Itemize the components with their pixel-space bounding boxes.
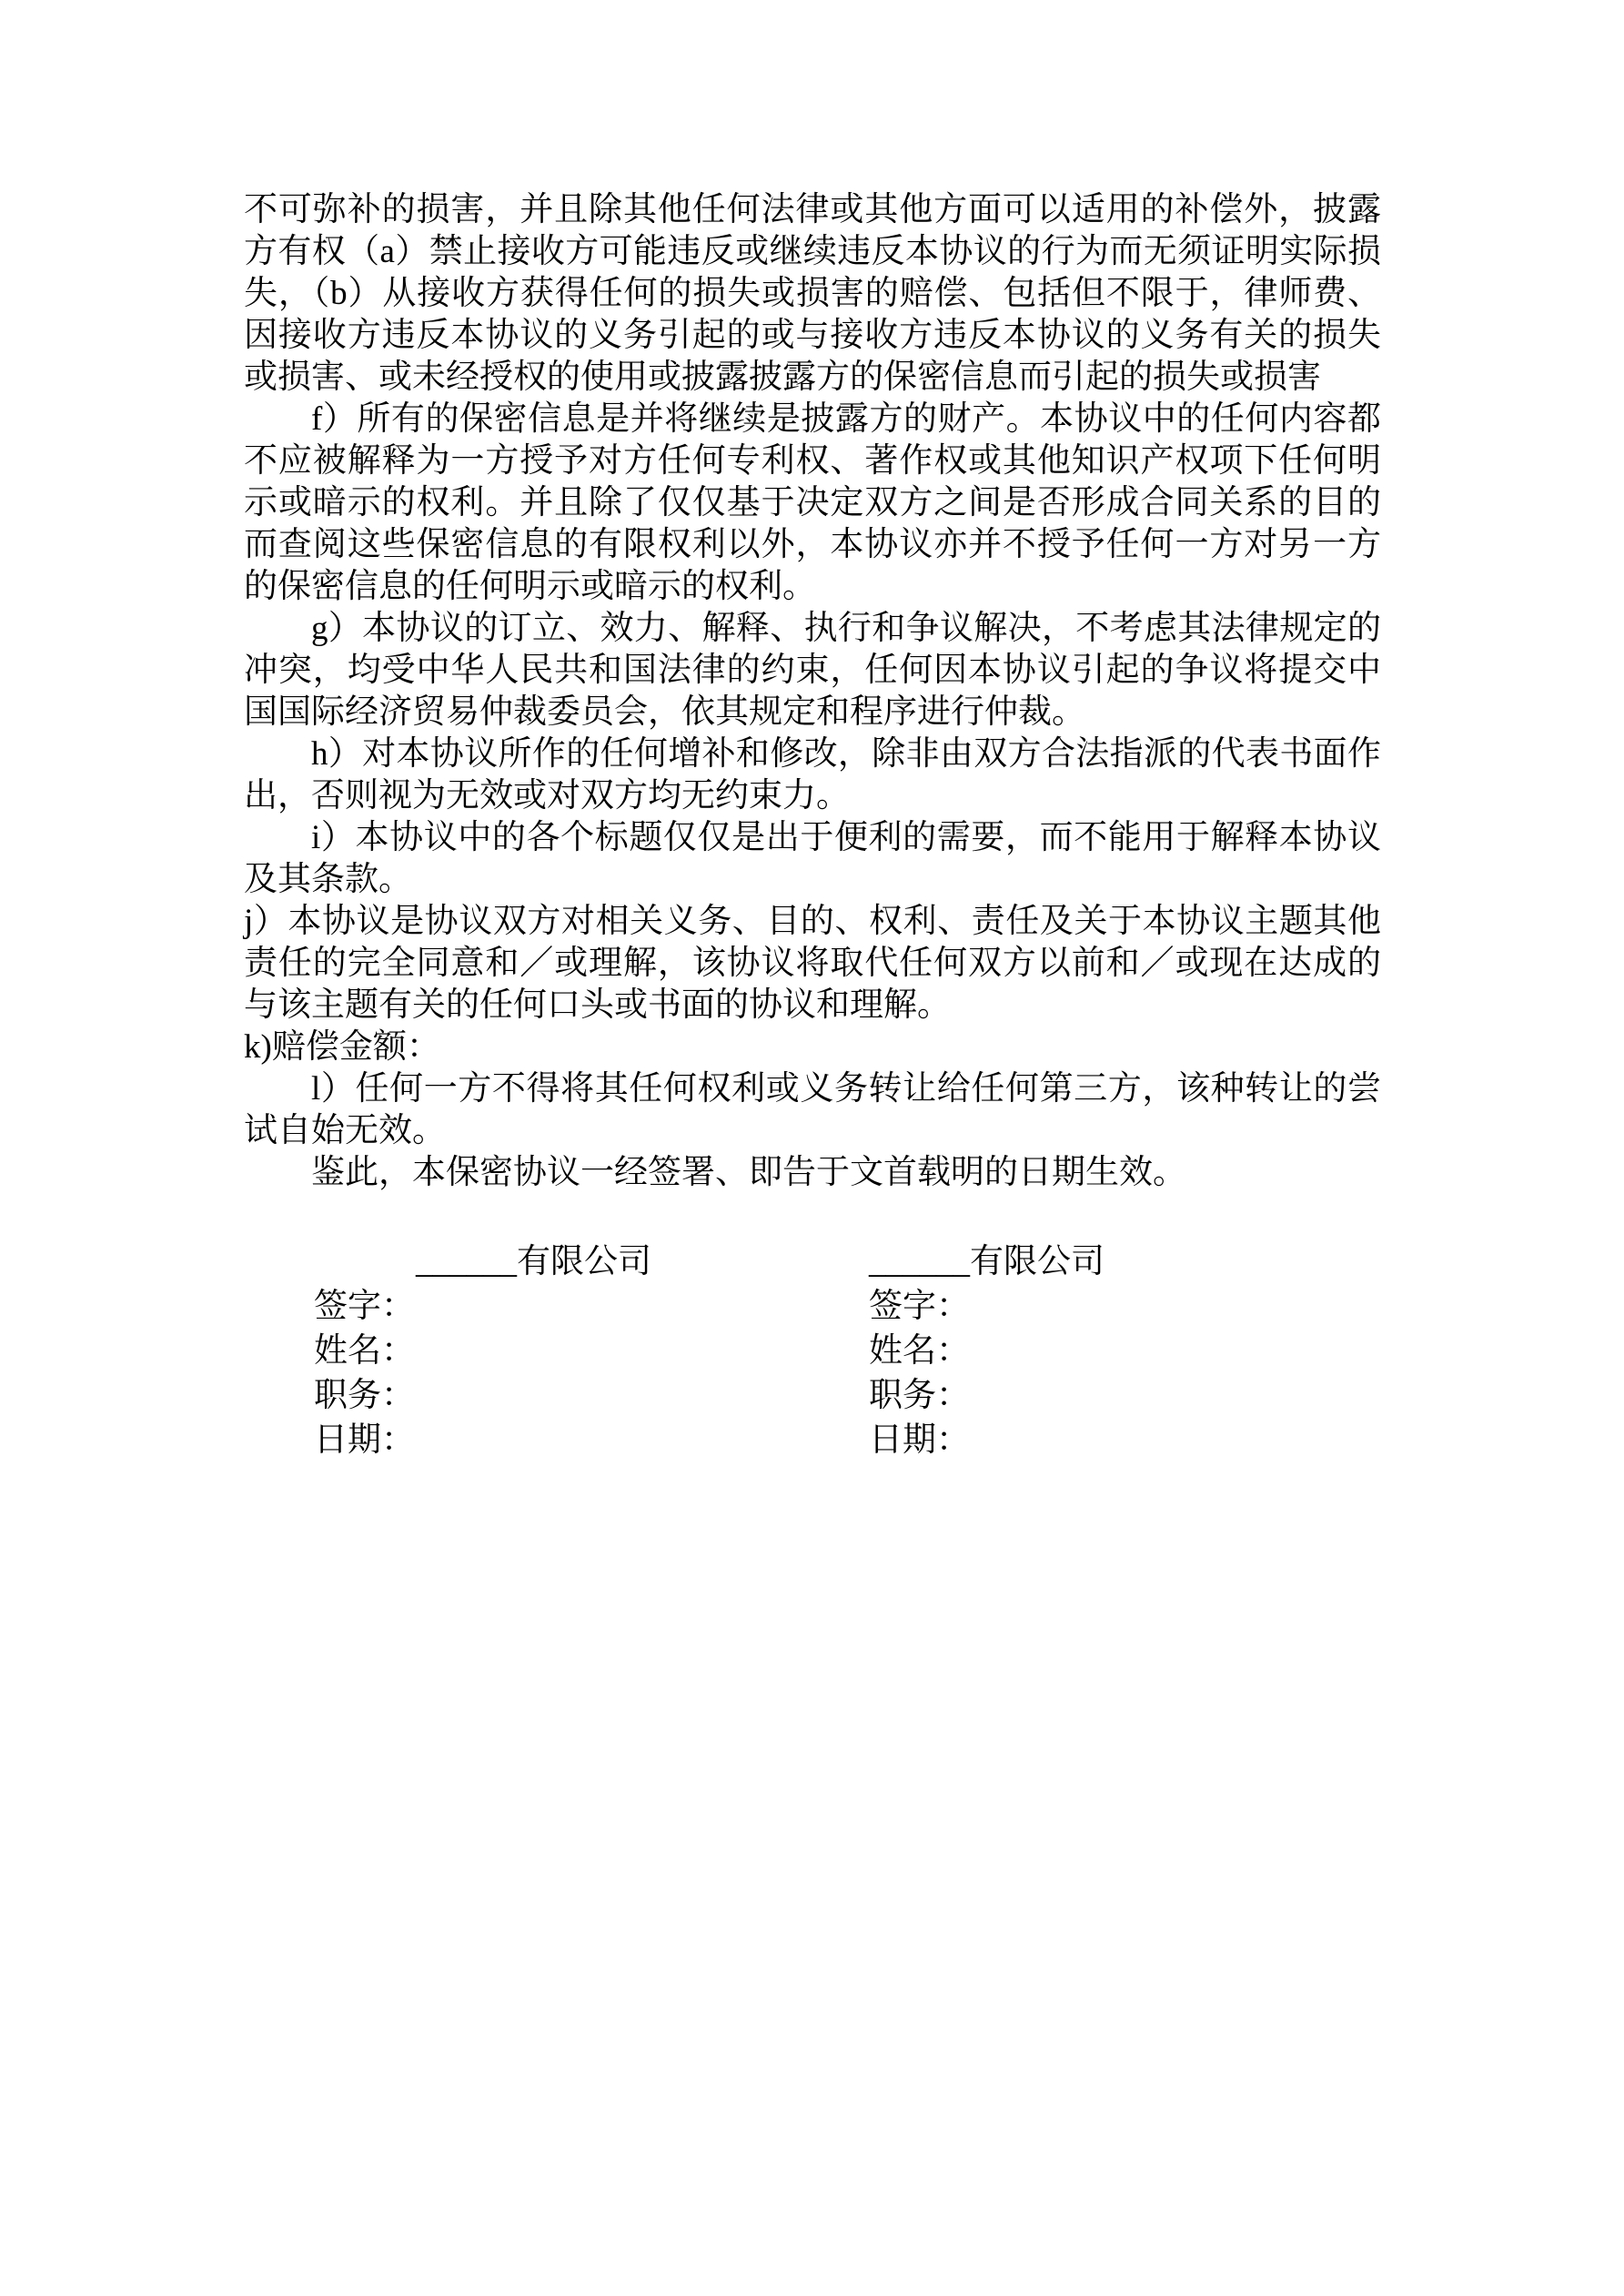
document-body xyxy=(244,189,1381,1462)
paragraph-clause-l: l）任何一方不得将其任何权利或义务转让给任何第三方，该种转让的尝试自始无效。 xyxy=(244,1070,1381,1149)
paragraph-clause-i: i）本协议中的各个标题仅仅是出于便利的需要，而不能用于解释本协议及其条款。 xyxy=(244,819,1381,898)
paragraph-clause-f: f）所有的保密信息是并将继续是披露方的财产。本协议中的任何内容都不应被解释为一方授予对方任何专利权、著作权或其他知识产权项下任何明示或暗示的权利。并且除了仅仅基于决定双方之间是否形成合同关系的目的而查阅这些保密信息的有限权利以外，本协议亦并不授予任何一方对另一方的保密信息的任何明示或暗示的权利。 xyxy=(244,400,1381,605)
date-label-left: 日期： xyxy=(314,1421,415,1459)
paragraph-clause-j: j）本协议是协议双方对相关义务、目的、权利、责任及关于本协议主题其他责任的完全同意和／或理解，该协议将取代任何双方以前和／或现在达成的与该主题有关的任何口头或书面的协议和理解。 xyxy=(244,903,1381,1024)
signature-column-disclosing-party xyxy=(314,1239,728,1462)
title-label-left: 职务： xyxy=(314,1377,415,1414)
paragraph-clause-k: k)赔偿金额： xyxy=(244,1028,440,1066)
paragraph-clause-h: h）对本协议所作的任何增补和修改，除非由双方合法指派的代表书面作出，否则视为无效或对双方均无约束力。 xyxy=(244,735,1381,814)
company-name-blank-right: ______有限公司 xyxy=(869,1243,1105,1280)
signature-column-receiving-party xyxy=(869,1239,1283,1462)
title-label-right: 职务： xyxy=(869,1377,970,1414)
name-label-right: 姓名： xyxy=(869,1332,970,1370)
date-label-right: 日期： xyxy=(869,1421,970,1459)
paragraph-clause-g: g）本协议的订立、效力、解释、执行和争议解决，不考虑其法律规定的冲突，均受中华人民共和国法律的约束，任何因本协议引起的争议将提交中国国际经济贸易仲裁委员会，依其规定和程序进行仲裁。 xyxy=(244,610,1381,731)
signature-block xyxy=(244,1239,1381,1462)
sign-label-left: 签字： xyxy=(314,1288,415,1325)
paragraph-closing: 鉴此，本保密协议一经签署、即告于文首载明的日期生效。 xyxy=(311,1154,1186,1191)
sign-label-right: 签字： xyxy=(869,1288,970,1325)
company-name-blank-left: ______有限公司 xyxy=(416,1243,651,1280)
name-label-left: 姓名： xyxy=(314,1332,415,1370)
paragraph-continuation: 不可弥补的损害，并且除其他任何法律或其他方面可以适用的补偿外，披露方有权（a）禁止接收方可能违反或继续违反本协议的行为而无须证明实际损失，（b）从接收方获得任何的损失或损害的赔偿、包括但不限于，律师费、因接收方违反本协议的义务引起的或与接收方违反本协议的义务有关的损失或损害、或未经授权的使用或披露披露方的保密信息而引起的损失或损害 xyxy=(244,191,1381,396)
